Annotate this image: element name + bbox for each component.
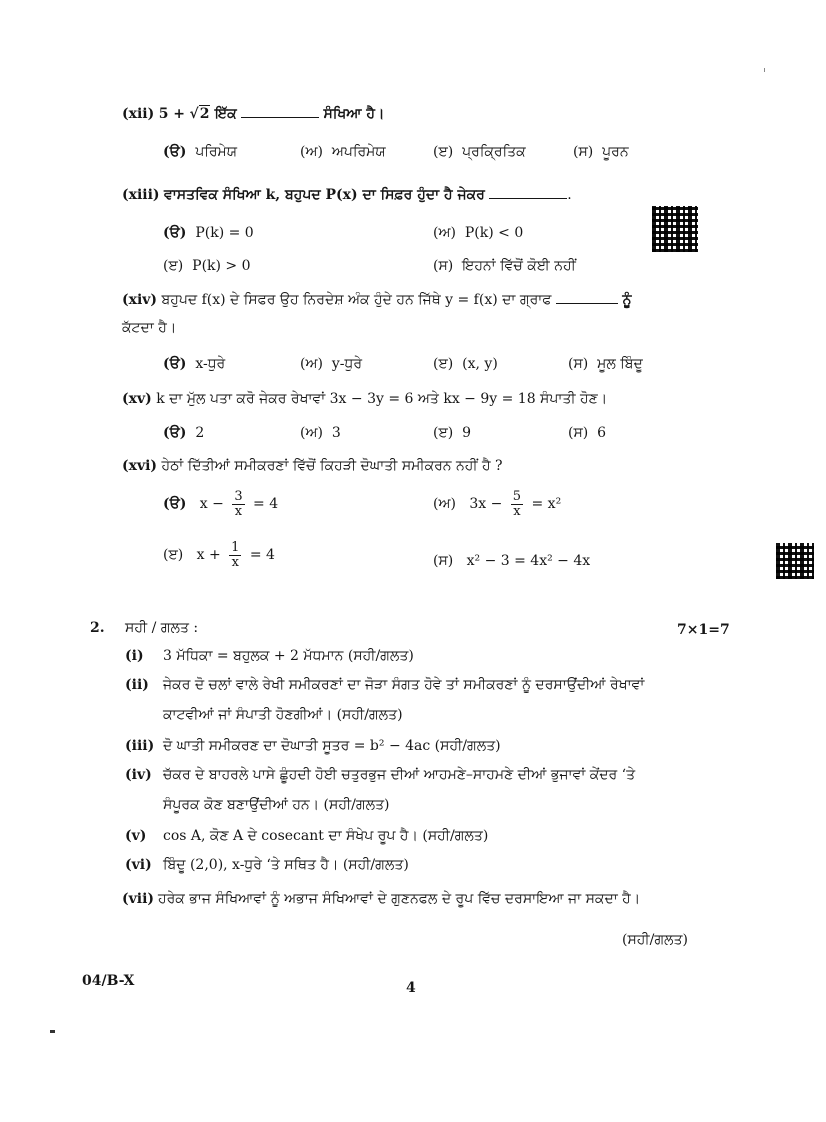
option-mark: (ੲ) (163, 258, 184, 274)
option-mark: (ਸ) (433, 258, 454, 274)
option-d (568, 425, 606, 441)
option-text: P(k) > 0 (192, 258, 251, 274)
tf-item-ii (125, 677, 149, 693)
qr-code-icon (652, 206, 698, 252)
question-xv (122, 391, 607, 407)
item-label: (iv) (125, 767, 152, 783)
option-mark: (ੳ) (163, 496, 187, 513)
tf-item-text: ਬਿੰਦੂ (2,0), x-ਧੁਰੇ ‘ਤੇ ਸਥਿਤ ਹੈ। (ਸਹੀ/ਗਲਤ) (163, 857, 409, 873)
tf-item-vi (125, 857, 152, 873)
option-mark: (ੲ) (433, 144, 454, 160)
option-a (163, 356, 225, 372)
expression-prefix: 5 + (158, 106, 186, 122)
option-mark: (ਸ) (573, 144, 594, 160)
option-text: 2 (195, 425, 205, 441)
item-label: (vii) (122, 891, 155, 907)
denominator: x (231, 554, 239, 570)
scan-mark (50, 1030, 55, 1033)
option-text: 3 (331, 425, 341, 441)
option-text: ਪਰਿਮੇਯ (195, 144, 238, 160)
option-mark: (ੳ) (163, 356, 187, 372)
option-text: x-ਧੁਰੇ (195, 356, 226, 372)
page-number: 4 (406, 980, 416, 996)
tf-item-v (125, 828, 146, 844)
option-text: P(k) < 0 (464, 225, 524, 241)
question-end: . (567, 187, 572, 203)
option-text: ਪ੍ਰਕ੍ਰਿਤਿਕ (462, 144, 526, 160)
option-mark: (ੳ) (163, 425, 187, 441)
option-mark: (ਸ) (433, 553, 454, 569)
question-xiii (122, 187, 572, 203)
option-b (300, 356, 362, 372)
answer-blank (556, 303, 618, 304)
question-xvi (122, 458, 503, 474)
option-d (433, 553, 590, 569)
option-b (300, 144, 386, 160)
tf-item-text-line2: ਸੰਪੂਰਕ ਕੋਣ ਬਣਾਉਂਦੀਆਂ ਹਨ। (ਸਹੀ/ਗਲਤ) (163, 797, 390, 813)
tf-item-iii (125, 738, 154, 754)
equation-suffix: = x² (531, 496, 562, 513)
option-b (433, 490, 561, 518)
item-label: (vi) (125, 857, 152, 873)
question-xiv (122, 292, 631, 308)
option-b (433, 225, 523, 241)
item-label: (v) (125, 828, 147, 844)
option-text: ਮੂਲ ਬਿੰਦੂ (597, 356, 643, 372)
tf-item-text: ਜੇਕਰ ਦੋ ਚਲਾਂ ਵਾਲੇ ਰੇਖੀ ਸਮੀਕਰਣਾਂ ਦਾ ਜੋੜਾ ਸੰਗਤ ਹੋਵੇ ਤਾਂ ਸਮੀਕਰਣਾਂ ਨੂੰ ਦਰਸਾਉਂਦੀਆਂ ਰੇਖਾਵਾਂ (163, 677, 645, 693)
tf-item-vii (122, 891, 154, 907)
option-a (163, 225, 254, 241)
option-mark: (ੲ) (163, 547, 184, 564)
numerator: 1 (231, 540, 240, 555)
question-text: k ਦਾ ਮੁੱਲ ਪਤਾ ਕਰੋ ਜੇਕਰ ਰੇਖਾਵਾਂ 3x − 3y = 6 ਅਤੇ kx − 9y = 18 ਸੰਪਾਤੀ ਹੋਣ। (156, 391, 608, 407)
option-mark: (ਸ) (568, 356, 589, 372)
equation-suffix: = 4 (253, 496, 279, 513)
option-d (433, 258, 576, 274)
equation-prefix: 3x − (469, 496, 503, 513)
sqrt-symbol: √ (189, 106, 199, 122)
option-c (433, 144, 526, 160)
numerator: 5 (512, 489, 522, 504)
question-label: (xv) (122, 391, 152, 407)
tf-item-text: ਦੋ ਘਾਤੀ ਸਮੀਕਰਣ ਦਾ ਦੋਘਾਤੀ ਸੂਤਰ = b² − 4ac (ਸਹੀ/ਗਲਤ) (163, 738, 501, 754)
option-mark: (ੲ) (433, 425, 454, 441)
equation-prefix: x − (199, 496, 224, 513)
option-mark: (ੳ) (163, 225, 187, 241)
option-text: ਪੂਰਨ (602, 144, 629, 160)
option-mark: (ਅ) (300, 144, 323, 160)
equation-prefix: x + (196, 547, 221, 564)
qr-code-small-icon (776, 543, 814, 579)
question-text-end: ਸੰਖਿਆ ਹੈ। (323, 106, 385, 122)
fraction (232, 490, 244, 518)
tf-item-i (125, 648, 144, 664)
equation-suffix: = 4 (249, 547, 275, 564)
fraction (511, 490, 523, 518)
tf-item-text: ਚੱਕਰ ਦੇ ਬਾਹਰਲੇ ਪਾਸੇ ਛੂੰਹਦੀ ਹੋਈ ਚਤੁਰਭੁਜ ਦੀਆਂ ਆਹਮਣੇ–ਸਾਹਮਣੇ ਦੀਆਂ ਭੁਜਾਵਾਂ ਕੇਂਦਰ ‘ਤੇ (163, 767, 636, 783)
tf-item-iv (125, 767, 152, 783)
option-c (433, 425, 471, 441)
answer-blank (241, 117, 319, 118)
option-mark: (ਅ) (300, 425, 323, 441)
tf-item-text: cos A, ਕੋਣ A ਦੇ cosecant ਦਾ ਸੰਖੇਪ ਰੂਪ ਹੈ। (ਸਹੀ/ਗਲਤ) (163, 828, 489, 844)
option-text: P(k) = 0 (195, 225, 254, 241)
tf-item-text-line2: ਕਾਟਵੀਆਂ ਜਾਂ ਸੰਪਾਤੀ ਹੋਣਗੀਆਂ। (ਸਹੀ/ਗਲਤ) (163, 707, 403, 723)
option-text: ਅਪਰਿਮੇਯ (331, 144, 386, 160)
item-label: (ii) (125, 677, 149, 693)
question-text: ਹੇਠਾਂ ਦਿੱਤੀਆਂ ਸਮੀਕਰਣਾਂ ਵਿੱਚੋਂ ਕਿਹੜੀ ਦੋਘਾਤੀ ਸਮੀਕਰਨ ਨਹੀਂ ਹੈ ? (161, 458, 503, 474)
answer-blank (489, 198, 567, 199)
question-end: ਨੂੰ (622, 292, 632, 308)
option-a (163, 425, 204, 441)
denominator: x (513, 503, 521, 519)
section-title: ਸਹੀ / ਗਲਤ : (125, 620, 199, 636)
option-a (163, 490, 278, 518)
question-label: (xiii) (122, 187, 160, 203)
option-d (568, 356, 643, 372)
paper-code: 04/B-X (82, 973, 135, 989)
question-label: (xii) (122, 106, 155, 122)
option-mark: (ੳ) (163, 144, 187, 160)
scan-mark (764, 68, 765, 72)
question-text: ਇੱਕ (214, 106, 237, 122)
option-mark: (ਅ) (433, 496, 456, 513)
denominator: x (234, 503, 243, 519)
option-a (163, 144, 237, 160)
option-mark: (ੲ) (433, 356, 454, 372)
option-text: ਇਹਨਾਂ ਵਿੱਚੋਂ ਕੋਈ ਨਹੀਂ (462, 258, 576, 274)
option-c (433, 356, 498, 372)
option-mark: (ਅ) (300, 356, 323, 372)
question-text: ਵਾਸਤਵਿਕ ਸੰਖਿਆ k, ਬਹੁਪਦ P(x) ਦਾ ਸਿਫ਼ਰ ਹੁੰਦਾ ਹੈ ਜੇਕਰ (164, 187, 485, 203)
question-xii (122, 106, 384, 122)
item-label: (iii) (125, 738, 155, 754)
question-xiv-line2: ਕੱਟਦਾ ਹੈ। (122, 320, 177, 336)
option-text: (x, y) (462, 356, 498, 372)
item-label: (i) (125, 648, 144, 664)
option-text: 6 (597, 425, 607, 441)
sqrt-expression (190, 106, 211, 122)
numerator: 3 (234, 489, 243, 504)
tf-item-text: ਹਰੇਕ ਭਾਜ ਸੰਖਿਆਵਾਂ ਨੂੰ ਅਭਾਜ ਸੰਖਿਆਵਾਂ ਦੇ ਗੁਣਨਫਲ ਦੇ ਰੂਪ ਵਿੱਚ ਦਰਸਾਇਆ ਜਾ ਸਕਦਾ ਹੈ। (158, 891, 641, 907)
option-mark: (ਸ) (568, 425, 589, 441)
tf-item-text-line2: (ਸਹੀ/ਗਲਤ) (622, 932, 688, 948)
option-text: 9 (462, 425, 472, 441)
option-mark: (ਅ) (433, 225, 456, 241)
sqrt-argument: 2 (199, 106, 210, 122)
marks-allocation: 7×1=7 (677, 622, 730, 638)
option-b (300, 425, 341, 441)
question-label: (xvi) (122, 458, 158, 474)
option-c (163, 541, 275, 569)
question-label: (xiv) (122, 292, 158, 308)
tf-item-text: 3 ਮੱਧਿਕਾ = ਬਹੁਲਕ + 2 ਮੱਧਮਾਨ (ਸਹੀ/ਗਲਤ) (163, 648, 414, 664)
question-number: 2. (90, 620, 105, 636)
option-c (163, 258, 251, 274)
option-d (573, 144, 629, 160)
question-text: ਬਹੁਪਦ f(x) ਦੇ ਸਿਫਰ ਉਹ ਨਿਰਦੇਸ਼ ਅੰਕ ਹੁੰਦੇ ਹਨ ਜਿੱਥੇ y = f(x) ਦਾ ਗ੍ਰਾਫ (161, 292, 552, 308)
fraction (229, 541, 241, 569)
option-text: x² − 3 = 4x² − 4x (466, 553, 591, 569)
option-text: y-ਧੁਰੇ (331, 356, 363, 372)
